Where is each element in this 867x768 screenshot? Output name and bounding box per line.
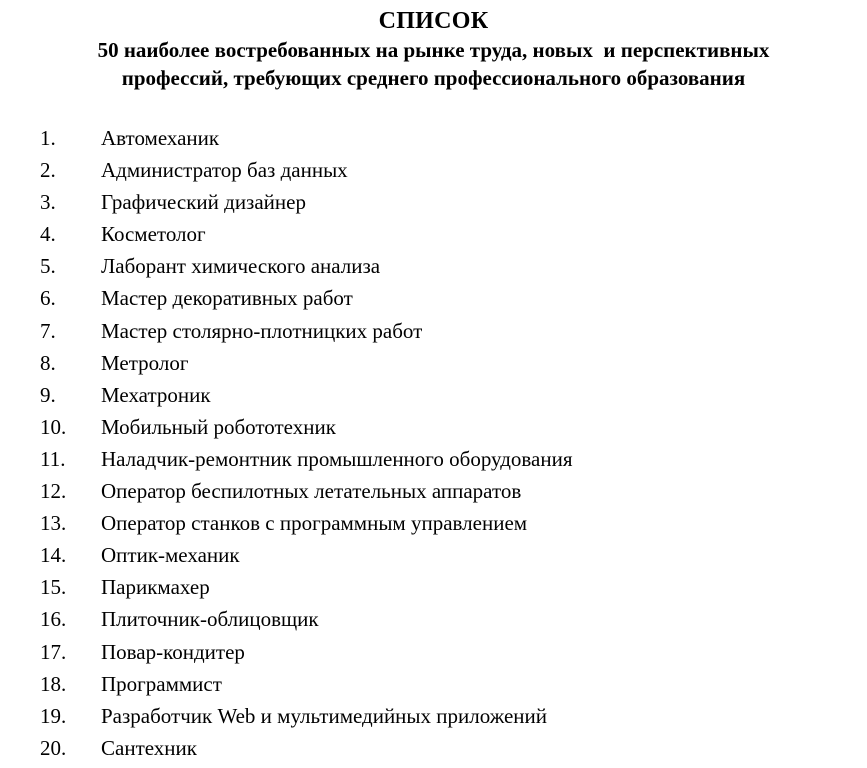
title-block [0,6,867,92]
item-number: 19. [40,703,67,728]
item-label: Повар-кондитер [101,639,245,664]
list-item [0,282,867,314]
list-item [0,250,867,282]
list-item [0,539,867,571]
item-label: Администратор баз данных [101,158,348,183]
list-item [0,154,867,186]
item-number: 16. [40,607,67,632]
list-item [0,700,867,732]
item-number: 14. [40,543,67,568]
list-item [0,571,867,603]
item-label: Парикмахер [101,575,210,600]
list-item [0,347,867,379]
item-label: Программист [101,671,222,696]
item-label: Оператор станков с программным управлением [101,511,528,536]
item-label: Мехатроник [101,382,211,407]
item-number: 5. [40,254,56,279]
list-item [0,507,867,539]
item-label: Графический дизайнер [101,190,306,215]
item-number: 17. [40,639,67,664]
list-item [0,186,867,218]
item-number: 3. [40,190,56,215]
item-label: Мастер столярно-плотницких работ [101,318,423,343]
item-label: Мастер декоративных работ [101,286,353,311]
item-label: Косметолог [101,222,206,247]
list-item [0,218,867,250]
list-item [0,443,867,475]
list-item [0,636,867,668]
list-item [0,603,867,635]
item-label: Разработчик Web и мультимедийных приложений [101,703,547,728]
item-number: 10. [40,414,67,439]
item-number: 6. [40,286,56,311]
item-label: Метролог [101,350,189,375]
professions-list [0,122,867,764]
item-number: 9. [40,382,56,407]
list-item [0,732,867,764]
item-number: 8. [40,350,56,375]
item-label: Мобильный робототехник [101,414,336,439]
item-label: Сантехник [101,735,197,760]
document-title: СПИСОК [378,8,489,34]
item-number: 20. [40,735,67,760]
item-label: Плиточник-облицовщик [101,607,319,632]
item-number: 1. [40,126,56,150]
list-item [0,411,867,443]
list-item [0,315,867,347]
item-number: 11. [40,446,66,471]
item-label: Оператор беспилотных летательных аппаратов [101,479,522,504]
item-number: 7. [40,318,56,343]
item-number: 2. [40,158,56,183]
item-label: Лаборант химического анализа [101,254,381,279]
item-label: Автомеханик [101,126,220,150]
list-item [0,668,867,700]
item-number: 4. [40,222,56,247]
list-item [0,475,867,507]
item-number: 12. [40,479,67,504]
item-number: 13. [40,511,67,536]
item-number: 15. [40,575,67,600]
list-item [0,122,867,154]
item-label: Наладчик-ремонтник промышленного оборудования [101,446,573,471]
document-subtitle-line-2: профессий, требующих среднего профессионального образования [121,66,746,90]
item-label: Оптик-механик [101,543,240,568]
item-number: 18. [40,671,67,696]
document-subtitle-line-1: 50 наиболее востребованных на рынке труда, новых и перспективных [97,38,770,62]
list-item [0,379,867,411]
